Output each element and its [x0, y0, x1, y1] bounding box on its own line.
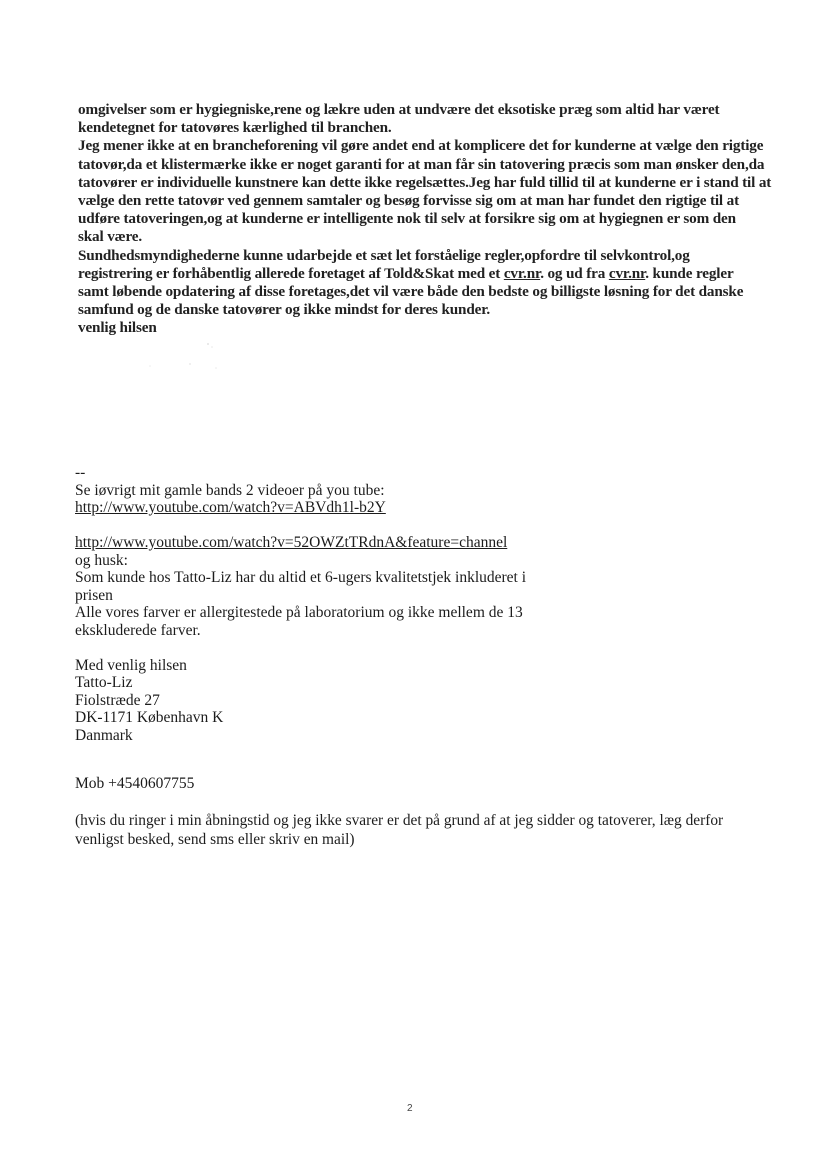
youtube-link-2[interactable]: http://www.youtube.com/watch?v=52OWZtTRdnA&feature=channel [75, 534, 508, 551]
signature-separator: -- [75, 464, 86, 481]
quality-line: prisen [75, 586, 113, 604]
letter-text: . kunde regler [645, 264, 734, 282]
letter-body [78, 101, 771, 338]
phone-note-line: (hvis du ringer i min åbningstid og jeg ikke svarer er det på grund af at jeg sidder og tatoverer, læg derfor [75, 812, 724, 829]
letter-line: Jeg mener ikke at en brancheforening vil gøre andet end at komplicere det for kunderne at vælge den rigtige [78, 137, 764, 155]
phone-note [75, 811, 723, 849]
quality-line: Som kunde hos Tatto-Liz har du altid et 6-ugers kvalitetstjek inkluderet i [75, 569, 527, 586]
blank-line [75, 639, 526, 657]
address-country: Danmark [75, 726, 133, 744]
colors-line: Alle vores farver er allergitestede på laboratorium og ikke mellem de 13 [75, 604, 523, 621]
regards: Med venlig hilsen [75, 656, 187, 674]
mobile-number: Mob +4540607755 [75, 775, 195, 792]
redacted-signature-smudge [120, 338, 240, 378]
blank-line [75, 517, 526, 535]
videos-intro: Se iøvrigt mit gamle bands 2 videoer på you tube: [75, 481, 385, 499]
letter-line: tatovør,da et klistermærke ikke er noget garanti for at man får sin tatovering præcis som man ønsker den,da [78, 155, 765, 173]
cvr-link[interactable]: cvr.nr [608, 264, 646, 282]
page-number: 2 [407, 1103, 413, 1114]
colors-line: ekskluderede farver. [75, 621, 201, 639]
letter-line: Sundhedsmyndighederne kunne udarbejde et sæt let forståelige regler,opfordre til selvkontrol,og [78, 246, 690, 264]
letter-text: . og ud fra [540, 264, 609, 282]
letter-line: samt løbende opdatering af disse foretages,det vil være både den bedste og billigste løsning for det danske [78, 283, 744, 301]
letter-line-cvr [78, 265, 771, 283]
letter-line: kendetegnet for tatovøres kærlighed til branchen. [78, 119, 392, 137]
letter-text: registrering er forhåbentlig allerede foretaget af Told&Skat med et [78, 264, 504, 282]
letter-line: tatovører er individuelle kunstnere kan dette ikke regelsættes.Jeg har fuld tillid til at kunderne er i stand til at [78, 173, 772, 191]
email-signature [75, 464, 526, 744]
address-city: DK-1171 København K [75, 709, 224, 726]
letter-line: samfund og de danske tatovører og ikke mindst for deres kunder. [78, 301, 491, 319]
letter-line: vælge den rette tatovør ved gennem samtaler og besøg forvisse sig om at man har fundet den rigtige til at [78, 192, 739, 210]
cvr-link[interactable]: cvr.nr [503, 264, 541, 282]
letter-line: skal være. [78, 228, 143, 246]
company-name: Tatto-Liz [75, 674, 133, 691]
address-street: Fiolstræde 27 [75, 691, 160, 709]
letter-line: udføre tatoveringen,og at kunderne er intelligente nok til selv at forsikre sig om at hygiegnen er som den [78, 210, 736, 228]
letter-line: omgivelser som er hygiegniske,rene og lækre uden at undvære det eksotiske præg som altid har været [78, 101, 720, 118]
remember-label: og husk: [75, 551, 128, 569]
phone-note-line: venligst besked, send sms eller skriv en mail) [75, 831, 355, 848]
youtube-link-1[interactable]: http://www.youtube.com/watch?v=ABVdh1l-b2Y [75, 499, 386, 516]
letter-closing: venlig hilsen [78, 319, 157, 337]
